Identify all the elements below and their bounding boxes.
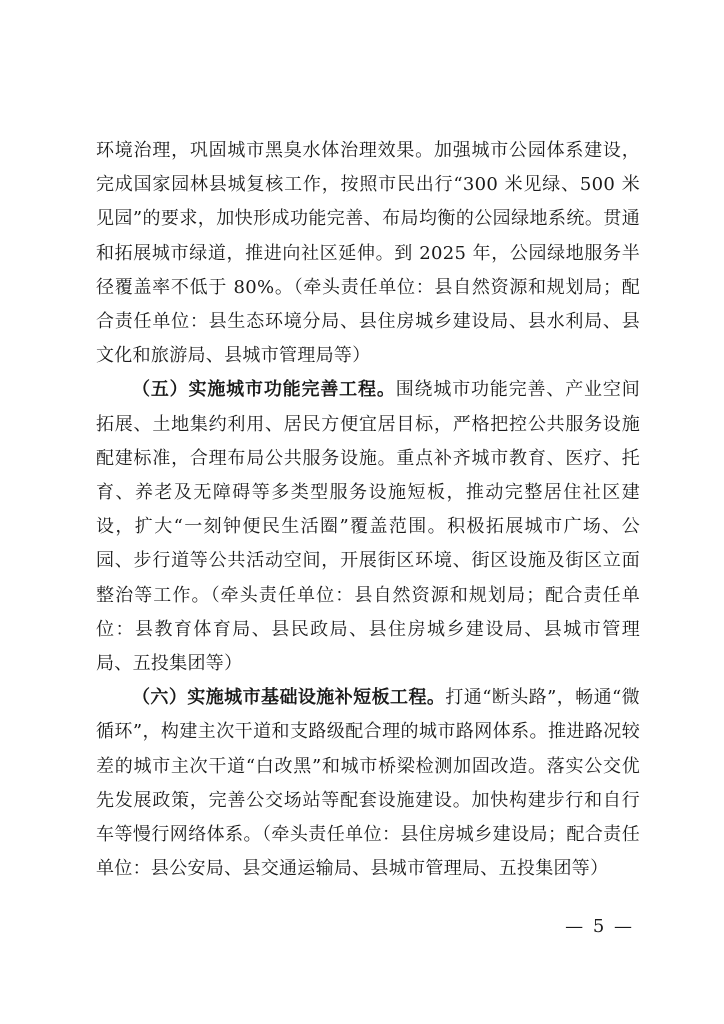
section-6-body: 打通“断头路”，畅通“微循环”，构建主次干道和支路级配合理的城市路网体系。推进路况较差的城市主次干道“白改黑”和城市桥梁检测加固改造。落实公交优先发展政策，完善公交场站等配套设施建设。加快构建步行和自行车等慢行网络体系。（牵头责任单位：县住房城乡建设局；配合责任单位：县公安局、县交通运输局、县城市管理局、五投集团等） xyxy=(96,687,640,880)
page-number: — 5 — xyxy=(565,916,634,937)
section-5-body: 围绕城市功能完善、产业空间拓展、土地集约利用、居民方便宜居目标，严格把控公共服务设施配建标准，合理布局公共服务设施。重点补齐城市教育、医疗、托育、养老及无障碍等多类型服务设施短板，推动完整居住社区建设，扩大“一刻钟便民生活圈”覆盖范围。积极拓展城市广场、公园、步行道等公共活动空间，开展街区环境、街区设施及街区立面整治等工作。（牵头责任单位：县自然资源和规划局；配合责任单位：县教育体育局、县民政局、县住房城乡建设局、县城市管理局、五投集团等） xyxy=(96,379,640,675)
paragraph-continued: 环境治理，巩固城市黑臭水体治理效果。加强城市公园体系建设，完成国家园林县城复核工作，按照市民出行“300 米见绿、500 米见园”的要求，加快形成功能完善、布局均衡的公园绿地系统。贯通和拓展城市绿道，推进向社区延伸。到 2025 年，公园绿地服务半径覆盖率不低于 80%。（牵头责任单位：县自然资源和规划局；配合责任单位：县生态环境分局、县住房城乡建设局、县水利局、县文化和旅游局、县城市管理局等） xyxy=(96,140,640,367)
section-6 xyxy=(96,681,640,886)
section-5 xyxy=(96,373,640,681)
section-6-heading: （六）实施城市基础设施补短板工程。 xyxy=(132,687,446,709)
document-body xyxy=(96,134,640,886)
section-5-heading: （五）实施城市功能完善工程。 xyxy=(132,379,396,401)
